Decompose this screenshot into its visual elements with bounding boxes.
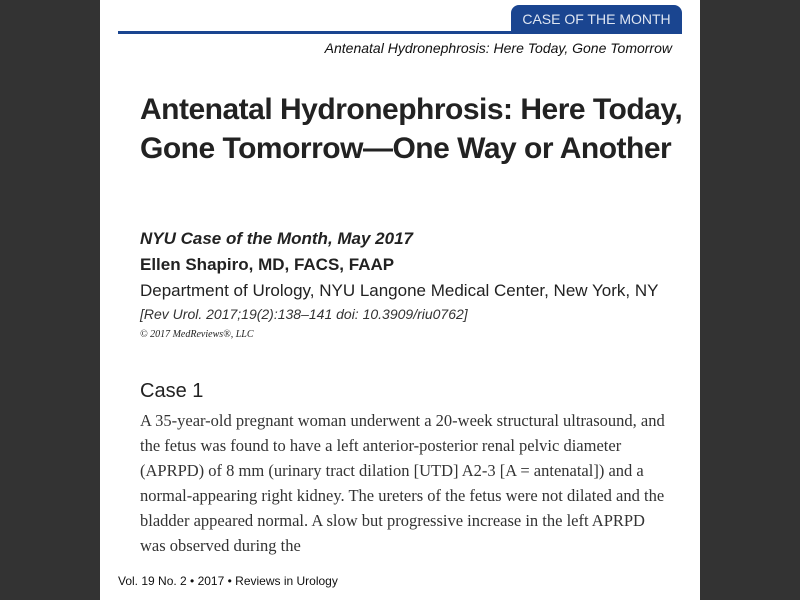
copyright: © 2017 MedReviews®, LLC	[140, 329, 254, 340]
page-footer: Vol. 19 No. 2 • 2017 • Reviews in Urology	[118, 574, 338, 588]
section-heading: Case 1	[140, 380, 204, 402]
body-text: A 35-year-old pregnant woman underwent a 20-week structural ultrasound, and the fetus was found to have a left anterior-posterior renal pelvic diameter (APRPD) of 8 mm (urinary tract dilation [UTD] A2-3 [A = antenatal]) and a normal-appearing right kidney. The ureters of the fetus were not dilated and the bladder appeared normal. A slow but progressive increase in the left APRPD was observed during the	[140, 411, 665, 555]
header-rule	[118, 31, 682, 34]
series-line: NYU Case of the Month, May 2017	[140, 229, 414, 248]
author: Ellen Shapiro, MD, FACS, FAAP	[140, 255, 395, 274]
article-title: Antenatal Hydronephrosis: Here Today, Gone Tomorrow—One Way or Another	[140, 93, 683, 165]
citation: [Rev Urol. 2017;19(2):138–141 doi: 10.3909/riu0762]	[140, 306, 468, 322]
running-head: Antenatal Hydronephrosis: Here Today, Gone Tomorrow	[324, 40, 672, 56]
affiliation: Department of Urology, NYU Langone Medical Center, New York, NY	[140, 281, 659, 300]
document-page	[100, 0, 700, 600]
section-tab: CASE OF THE MONTH	[511, 5, 682, 33]
